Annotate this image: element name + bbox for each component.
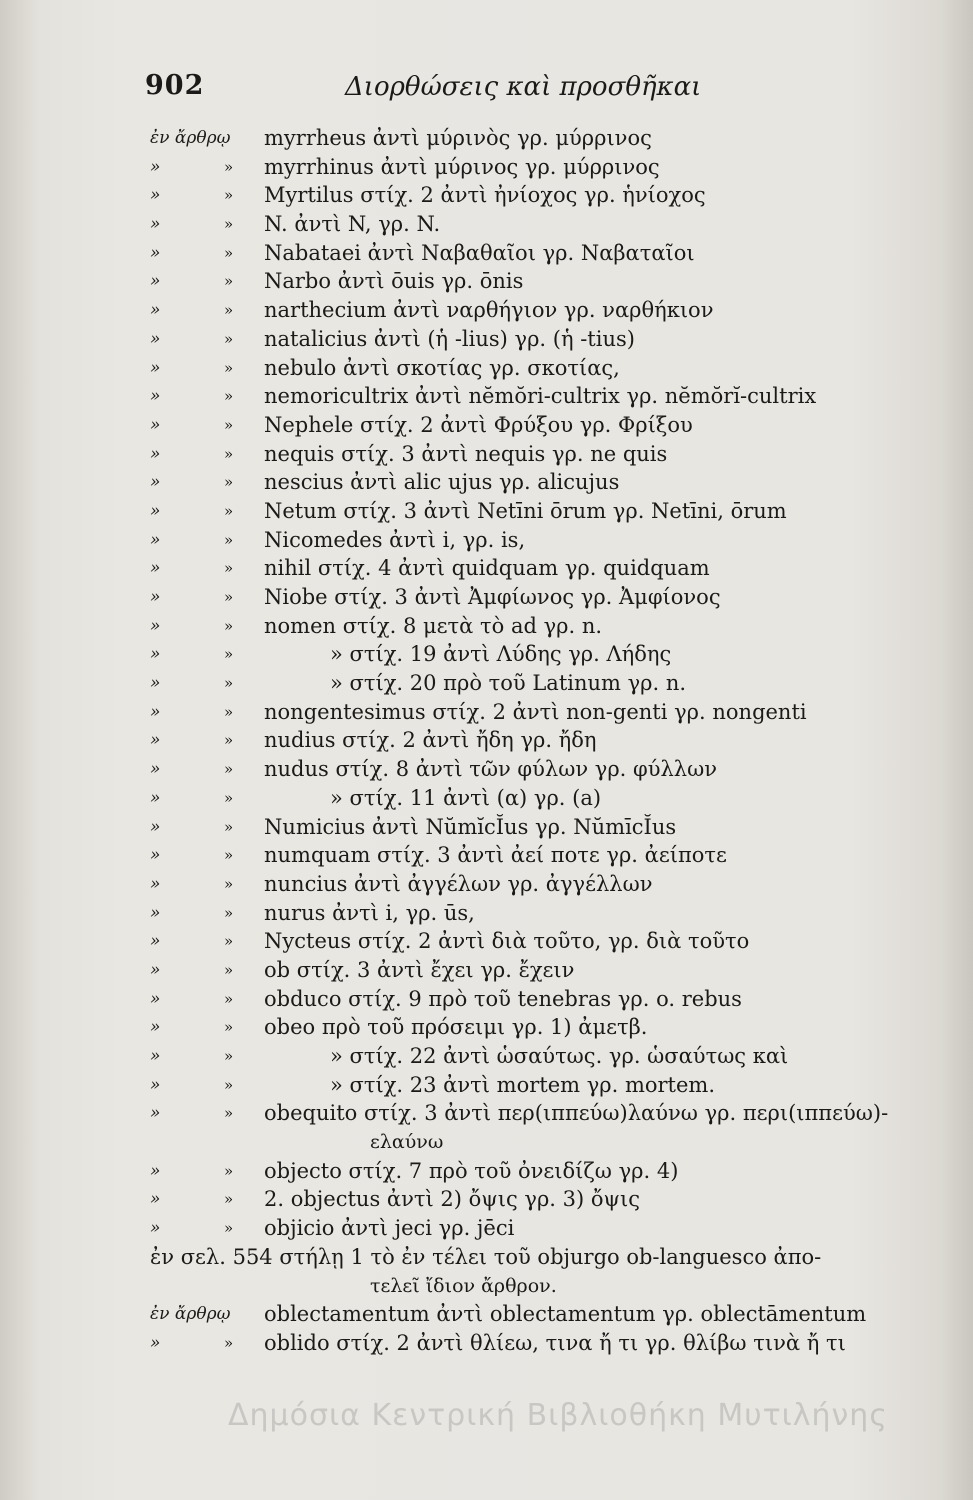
entry-marker-secondary: » bbox=[224, 960, 234, 979]
entry-marker-secondary: » bbox=[224, 329, 234, 348]
entry-text: ob στίχ. 3 ἀντὶ ἔχει γρ. ἔχειν bbox=[264, 957, 575, 982]
entry-row bbox=[0, 497, 973, 526]
entry-text: oblido στίχ. 2 ἀντὶ θλίεω, τινα ἤ τι γρ. θλίβω τινὰ ἤ τι bbox=[264, 1330, 846, 1355]
entry-row bbox=[0, 927, 973, 956]
entry-row bbox=[0, 210, 973, 239]
entry-marker-primary: » bbox=[150, 300, 161, 321]
entry-marker-primary: » bbox=[150, 1189, 161, 1210]
entry-text: Narbo ἀντὶ ōuis γρ. ōnis bbox=[264, 269, 524, 294]
page-header bbox=[0, 70, 973, 110]
entry-marker-primary: » bbox=[150, 988, 161, 1009]
entry-text: N. ἀντὶ N, γρ. N. bbox=[264, 212, 441, 237]
entry-text: nequis στίχ. 3 ἀντὶ nequis γρ. ne quis bbox=[264, 441, 668, 466]
entry-marker-primary: » bbox=[150, 759, 161, 780]
entry-marker-primary: » bbox=[150, 156, 161, 177]
entry-text: Myrtilus στίχ. 2 ἀντὶ ἠνίοχος γρ. ἡνίοχος bbox=[264, 183, 706, 208]
entry-text: ἐν σελ. 554 στήλῃ 1 τὸ ἐν τέλει τοῦ objurgo ob-languesco ἀπο- bbox=[150, 1244, 822, 1269]
entry-text: Niobe στίχ. 3 ἀντὶ Ἀμφίωνος γρ. Ἀμφίονος bbox=[264, 585, 721, 609]
entry-row bbox=[0, 296, 973, 325]
entry-marker-secondary: » bbox=[224, 415, 234, 434]
entry-marker-primary: » bbox=[150, 730, 161, 751]
entry-marker-secondary: » bbox=[224, 588, 234, 606]
entry-text: » στίχ. 23 ἀντὶ mortem γρ. mortem. bbox=[330, 1072, 716, 1097]
entry-marker-primary: » bbox=[150, 414, 161, 435]
entry-row bbox=[0, 354, 973, 383]
entry-row bbox=[0, 325, 973, 354]
entry-marker-primary: » bbox=[150, 357, 161, 378]
entry-marker-primary: » bbox=[150, 787, 161, 808]
entry-marker-secondary: » bbox=[224, 903, 234, 922]
entry-marker-primary: » bbox=[150, 328, 161, 349]
entry-row bbox=[0, 1099, 973, 1128]
entry-text: nescius ἀντὶ alic ujus γρ. alicujus bbox=[264, 470, 620, 495]
running-head: Διορθώσεις καὶ προσθῆκαι bbox=[345, 72, 702, 102]
entry-text: nemoricultrix ἀντὶ nĕmŏri-cultrix γρ. nĕmŏrĭ-cultrix bbox=[264, 384, 817, 409]
entry-row bbox=[0, 985, 973, 1014]
entry-marker-secondary: » bbox=[224, 1047, 234, 1065]
entry-row bbox=[0, 1214, 973, 1243]
entry-row bbox=[0, 784, 973, 813]
entry-text: nuncius ἀντὶ ἀγγέλων γρ. ἀγγέλλων bbox=[264, 871, 653, 896]
entry-marker-primary: » bbox=[150, 644, 161, 665]
entry-marker-primary: » bbox=[150, 959, 161, 980]
entry-row bbox=[0, 1157, 973, 1186]
entry-row bbox=[0, 1013, 973, 1042]
entry-row bbox=[0, 899, 973, 928]
entry-marker-primary: » bbox=[150, 816, 161, 837]
entry-marker-primary: » bbox=[150, 271, 161, 292]
entry-row bbox=[0, 583, 973, 612]
entry-marker-primary: » bbox=[150, 1103, 161, 1124]
entry-text: nihil στίχ. 4 ἀντὶ quidquam γρ. quidquam bbox=[264, 556, 710, 581]
entry-text: Nycteus στίχ. 2 ἀντὶ διὰ τοῦτο, γρ. διὰ τοῦτο bbox=[264, 929, 750, 954]
entry-marker-primary: » bbox=[150, 1160, 161, 1181]
entry-marker-primary: » bbox=[150, 185, 161, 206]
entry-text: Numicius ἀντὶ NŭmĭcĬus γρ. NŭmīcĬus bbox=[264, 814, 677, 839]
entry-row bbox=[0, 841, 973, 870]
entry-marker-secondary: » bbox=[224, 272, 234, 291]
entry-row bbox=[0, 181, 973, 210]
entry-marker-secondary: » bbox=[224, 702, 234, 721]
entry-marker-secondary: » bbox=[224, 473, 234, 492]
entry-marker-primary: » bbox=[150, 1017, 161, 1038]
entry-text: nurus ἀντὶ i, γρ. ūs, bbox=[264, 900, 475, 925]
entry-marker-secondary: » bbox=[224, 846, 234, 865]
entry-marker-secondary: » bbox=[224, 501, 234, 520]
entry-row bbox=[0, 124, 973, 153]
entry-text: nongentesimus στίχ. 2 ἀντὶ non-genti γρ. nongenti bbox=[264, 699, 807, 724]
entry-row bbox=[0, 153, 973, 182]
entry-text: nebulo ἀντὶ σκοτίας γρ. σκοτίας, bbox=[264, 355, 620, 380]
entry-marker-secondary: » bbox=[224, 1333, 234, 1352]
entry-marker-primary: » bbox=[150, 558, 161, 579]
entry-marker-primary: » bbox=[150, 242, 161, 263]
entry-marker-primary: » bbox=[150, 587, 161, 607]
corrigenda-list bbox=[0, 124, 973, 1358]
entry-marker-secondary: » bbox=[224, 1219, 234, 1238]
entry-row bbox=[0, 726, 973, 755]
entry-row bbox=[0, 1300, 973, 1329]
entry-marker-secondary: » bbox=[224, 731, 234, 750]
entry-text: Nabataei ἀντὶ Ναβαθαῖοι γρ. Ναβαταῖοι bbox=[264, 240, 695, 265]
entry-marker-primary: » bbox=[150, 500, 161, 521]
entry-marker-primary: ἐν ἄρθρῳ bbox=[150, 1304, 231, 1325]
entry-marker-primary: » bbox=[150, 902, 161, 923]
entry-marker-secondary: » bbox=[224, 243, 234, 262]
entry-text: objecto στίχ. 7 πρὸ τοῦ ὀνειδίζω γρ. 4) bbox=[264, 1158, 679, 1183]
entry-row bbox=[0, 554, 973, 583]
entry-text: τελεῖ ἴδιον ἄρθρον. bbox=[370, 1274, 557, 1297]
entry-row bbox=[0, 669, 973, 698]
entry-marker-primary: » bbox=[150, 1332, 161, 1353]
entry-marker-secondary: » bbox=[224, 645, 234, 664]
entry-marker-secondary: » bbox=[224, 817, 234, 836]
entry-marker-primary: » bbox=[150, 472, 161, 493]
entry-text: numquam στίχ. 3 ἀντὶ ἀεί ποτε γρ. ἀείποτε bbox=[264, 843, 727, 868]
entry-marker-secondary: » bbox=[224, 444, 234, 463]
entry-text: nudius στίχ. 2 ἀντὶ ἤδη γρ. ἤδη bbox=[264, 728, 597, 753]
entry-marker-secondary: » bbox=[224, 1075, 234, 1094]
entry-row bbox=[0, 239, 973, 268]
entry-row bbox=[0, 440, 973, 469]
entry-row bbox=[0, 382, 973, 411]
entry-marker-primary: » bbox=[150, 529, 161, 550]
entry-marker-primary: » bbox=[150, 873, 161, 894]
entry-row bbox=[0, 813, 973, 842]
entry-text: myrrhinus ἀντὶ μύρινος γρ. μύρρινος bbox=[264, 154, 660, 179]
entry-marker-secondary: » bbox=[224, 358, 234, 377]
entry-row bbox=[0, 698, 973, 727]
entry-text: objicio ἀντὶ jeci γρ. jēci bbox=[264, 1216, 515, 1241]
entry-marker-secondary: » bbox=[224, 1190, 234, 1209]
entry-marker-primary: ἐν ἄρθρῳ bbox=[150, 128, 231, 148]
entry-row bbox=[0, 1272, 973, 1301]
entry-marker-secondary: » bbox=[224, 387, 234, 406]
entry-row bbox=[0, 755, 973, 784]
entry-marker-secondary: » bbox=[224, 932, 234, 951]
entry-marker-primary: » bbox=[150, 701, 161, 722]
entry-marker-secondary: » bbox=[224, 530, 234, 549]
entry-row bbox=[0, 1243, 973, 1272]
entry-marker-secondary: » bbox=[224, 674, 234, 693]
entry-text: obequito στίχ. 3 ἀντὶ περ(ιππεύω)λαύνω γρ. περι(ιππεύω)- bbox=[264, 1101, 889, 1126]
entry-marker-secondary: » bbox=[224, 874, 234, 893]
entry-row bbox=[0, 612, 973, 641]
entry-marker-secondary: » bbox=[224, 157, 234, 176]
entry-row bbox=[0, 411, 973, 440]
library-watermark: Δημόσια Κεντρική Βιβλιοθήκη Μυτιλήνης bbox=[228, 1398, 888, 1433]
entry-marker-primary: » bbox=[150, 931, 161, 952]
entry-text: myrrheus ἀντὶ μύρινὸς γρ. μύρρινος bbox=[264, 126, 652, 150]
entry-text: obduco στίχ. 9 πρὸ τοῦ tenebras γρ. o. rebus bbox=[264, 986, 742, 1011]
entry-marker-secondary: » bbox=[224, 1161, 234, 1180]
entry-row bbox=[0, 267, 973, 296]
entry-marker-primary: » bbox=[150, 386, 161, 407]
entry-text: Nicomedes ἀντὶ i, γρ. is, bbox=[264, 527, 526, 552]
entry-marker-secondary: » bbox=[224, 760, 234, 779]
entry-text: 2. objectus ἀντὶ 2) ὄψις γρ. 3) ὄψις bbox=[264, 1187, 640, 1212]
entry-row bbox=[0, 468, 973, 497]
entry-marker-secondary: » bbox=[224, 1018, 234, 1037]
entry-text: » στίχ. 11 ἀντὶ (α) γρ. (a) bbox=[330, 785, 602, 810]
entry-marker-primary: » bbox=[150, 673, 161, 694]
entry-marker-primary: » bbox=[150, 1046, 161, 1066]
entry-marker-secondary: » bbox=[224, 989, 234, 1008]
entry-row bbox=[0, 1185, 973, 1214]
page-number: 902 bbox=[145, 70, 205, 101]
entry-marker-secondary: » bbox=[224, 215, 234, 234]
entry-row bbox=[0, 640, 973, 669]
entry-row bbox=[0, 1071, 973, 1100]
entry-marker-secondary: » bbox=[224, 1104, 234, 1123]
entry-marker-primary: » bbox=[150, 1074, 161, 1095]
entry-marker-secondary: » bbox=[224, 788, 234, 807]
entry-row bbox=[0, 870, 973, 899]
entry-row bbox=[0, 526, 973, 555]
entry-text: » στίχ. 20 πρὸ τοῦ Latinum γρ. n. bbox=[330, 671, 687, 696]
entry-text: natalicius ἀντὶ (ἡ -lius) γρ. (ἡ -tius) bbox=[264, 326, 635, 351]
entry-text: » στίχ. 22 ἀντὶ ὡσαύτως. γρ. ὡσαύτως καὶ bbox=[330, 1044, 789, 1068]
entry-row bbox=[0, 1128, 973, 1157]
entry-marker-primary: » bbox=[150, 214, 161, 235]
entry-marker-primary: » bbox=[150, 443, 161, 464]
entry-text: narthecium ἀντὶ ναρθήγιον γρ. ναρθήκιον bbox=[264, 298, 714, 323]
entry-text: » στίχ. 19 ἀντὶ Λύδης γρ. Λήδης bbox=[330, 642, 672, 667]
entry-marker-primary: » bbox=[150, 1218, 161, 1239]
entry-marker-secondary: » bbox=[224, 616, 234, 635]
entry-marker-primary: » bbox=[150, 845, 161, 866]
entry-row bbox=[0, 956, 973, 985]
entry-text: nudus στίχ. 8 ἀντὶ τῶν φύλων γρ. φύλλων bbox=[264, 757, 717, 782]
entry-text: obeo πρὸ τοῦ πρόσειμι γρ. 1) ἀμετβ. bbox=[264, 1015, 648, 1040]
entry-marker-secondary: » bbox=[224, 301, 234, 320]
entry-text: ελαύνω bbox=[370, 1131, 444, 1154]
entry-text: oblectamentum ἀντὶ oblectamentum γρ. oblectāmentum bbox=[264, 1302, 867, 1327]
entry-marker-secondary: » bbox=[224, 559, 234, 578]
entry-marker-secondary: » bbox=[224, 186, 234, 205]
entry-text: Nephele στίχ. 2 ἀντὶ Φρύξου γρ. Φρίξου bbox=[264, 412, 693, 437]
entry-row bbox=[0, 1329, 973, 1358]
entry-text: nomen στίχ. 8 μετὰ τὸ ad γρ. n. bbox=[264, 613, 603, 638]
entry-marker-primary: » bbox=[150, 615, 161, 636]
entry-text: Netum στίχ. 3 ἀντὶ Netīni ōrum γρ. Netīni, ōrum bbox=[264, 498, 787, 523]
entry-row bbox=[0, 1042, 973, 1071]
